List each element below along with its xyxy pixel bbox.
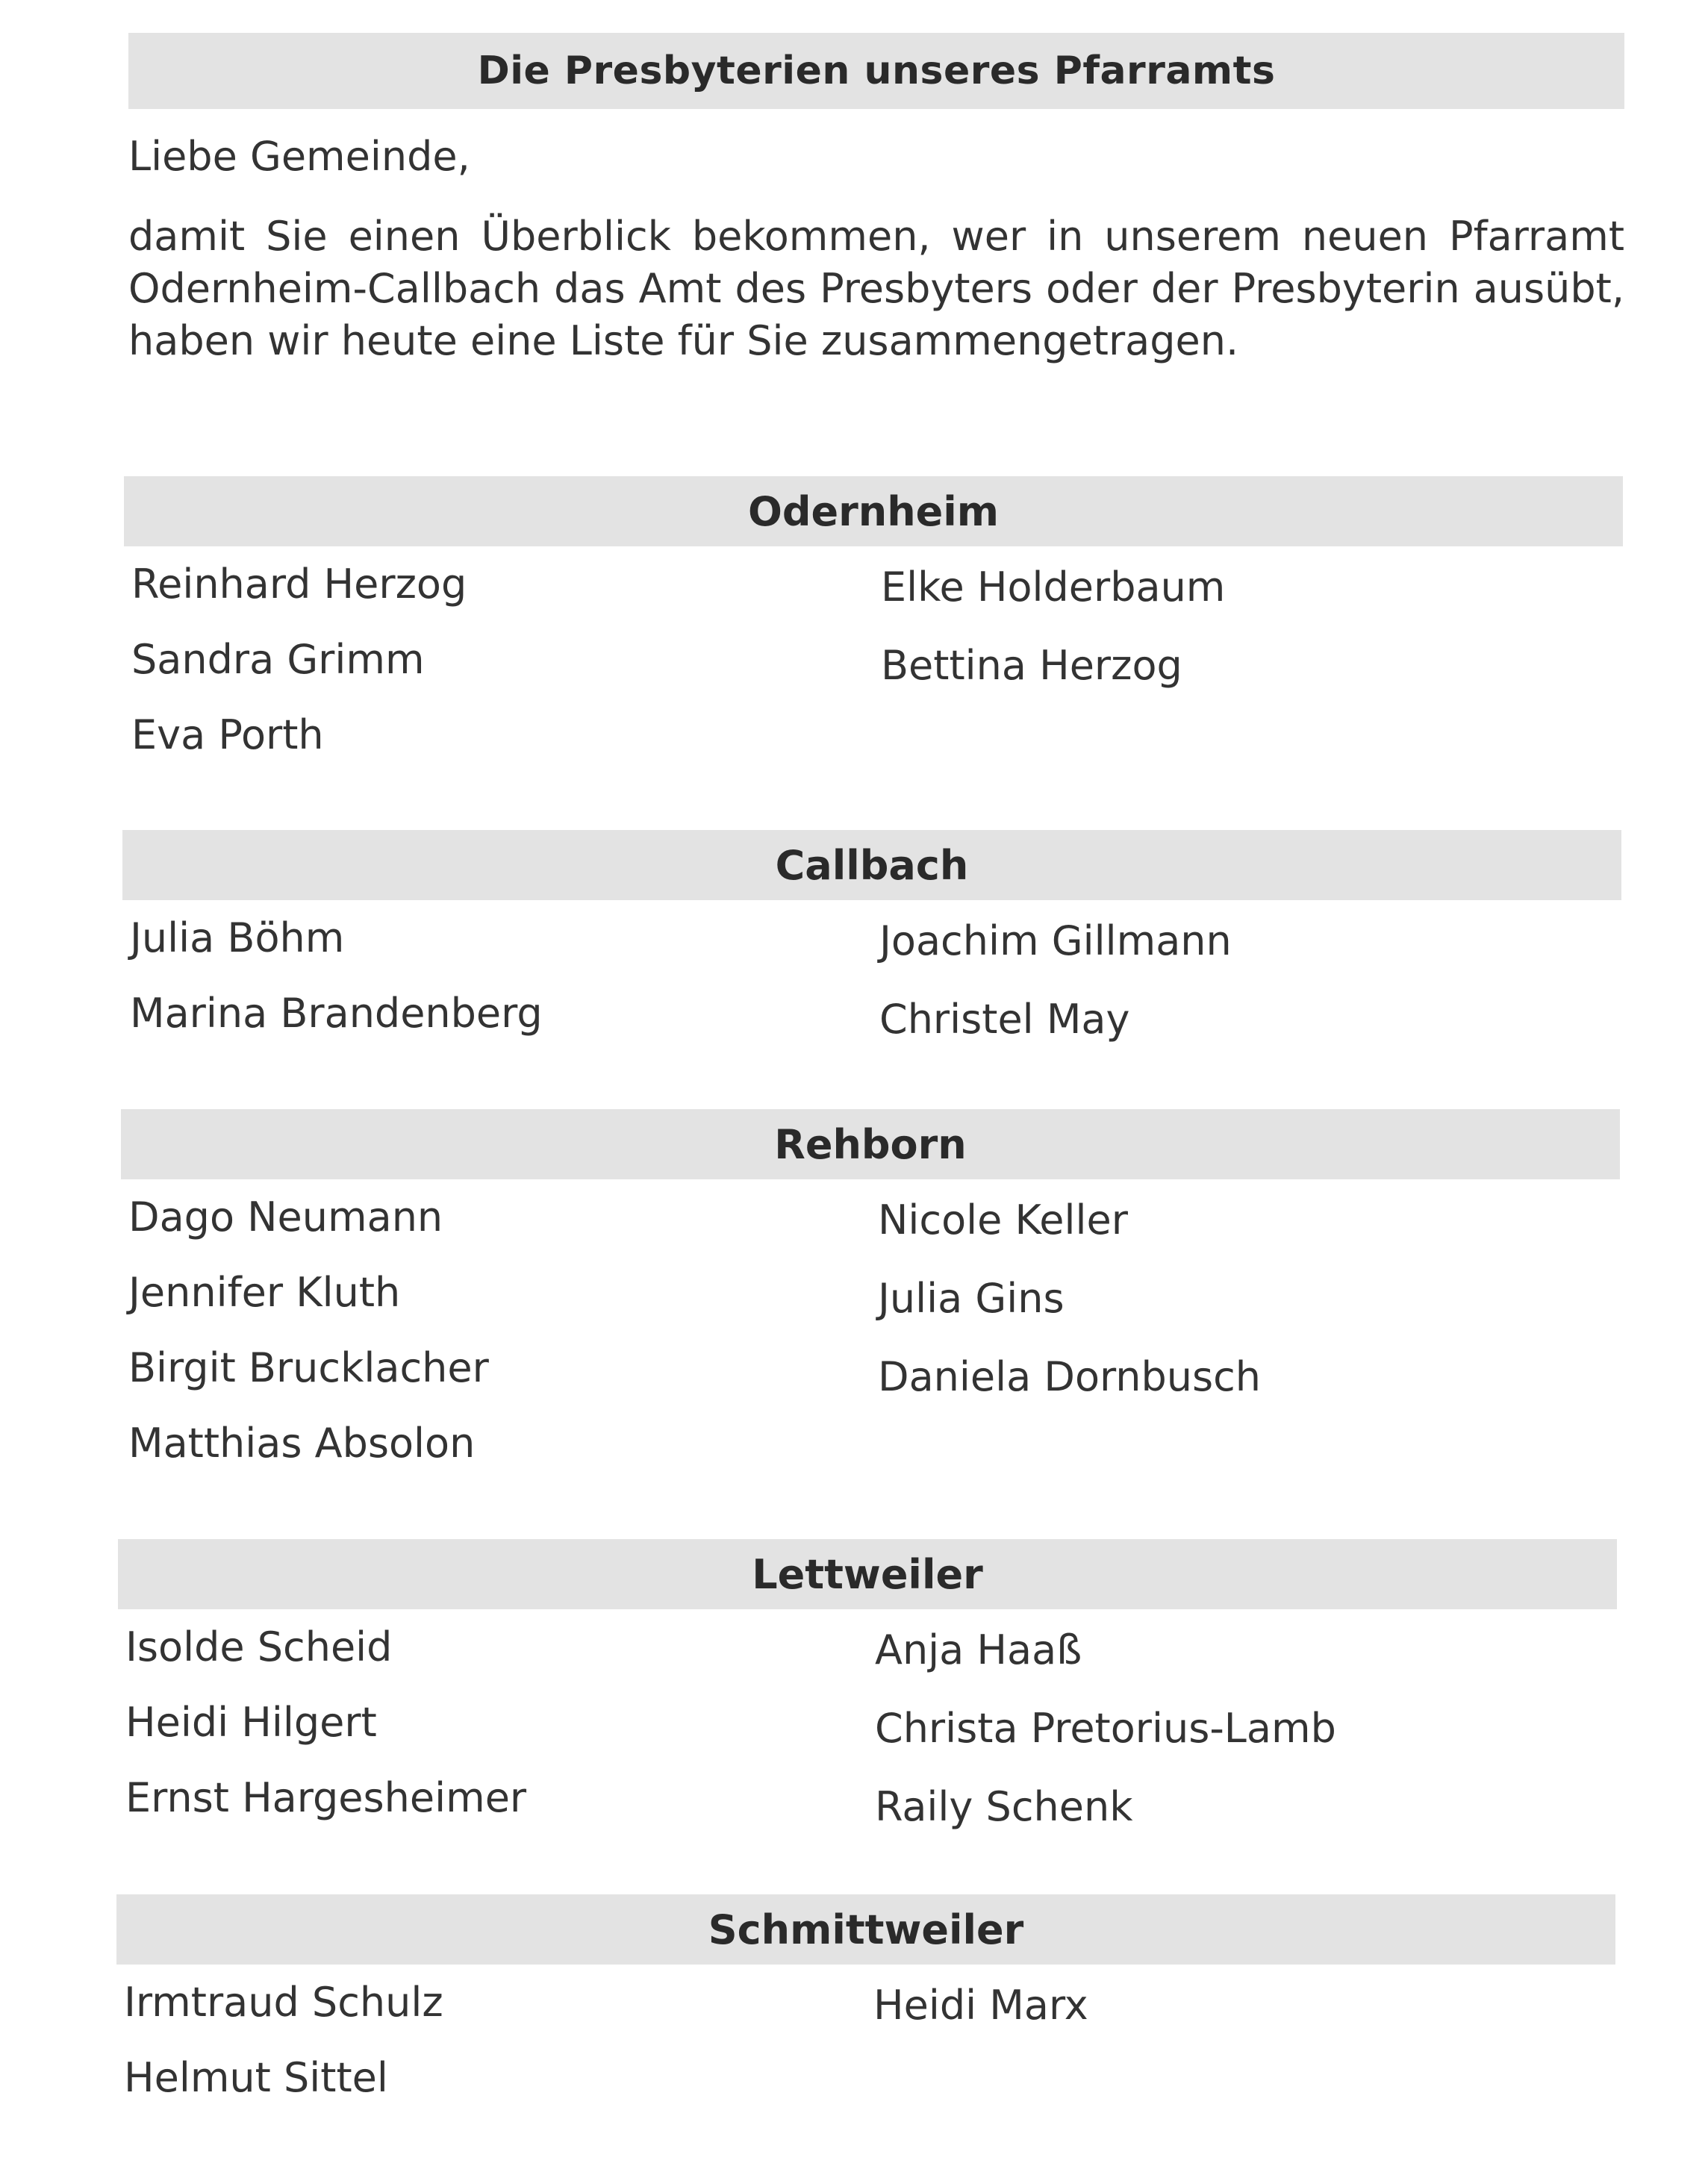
presbyter-name: Heidi Hilgert [125,1699,377,1746]
section-header-callbach [122,830,1621,900]
section-names-callbach [122,900,1621,1057]
section-header-schmittweiler [116,1894,1615,1965]
presbyter-name: Eva Porth [131,711,324,758]
presbyter-name: Heidi Marx [873,1982,1088,2029]
presbyter-name: Raily Schenk [875,1783,1133,1830]
names-left-column [121,1179,870,1481]
names-left-column [118,1609,867,1844]
names-right-column [872,900,1621,1057]
presbyter-name: Helmut Sittel [124,2054,388,2101]
presbyter-name: Reinhard Herzog [131,561,467,608]
presbyter-name: Irmtraud Schulz [124,1979,443,2026]
section-header-odernheim [124,476,1623,546]
names-left-column [122,900,872,1057]
section-names-lettweiler [118,1609,1617,1844]
presbyter-name: Julia Gins [878,1275,1065,1322]
presbyter-name: Christel May [879,996,1130,1043]
presbyter-name: Nicole Keller [878,1196,1128,1244]
presbyter-name: Bettina Herzog [881,642,1182,689]
names-left-column [116,1965,866,2115]
section-heading: Schmittweiler [708,1906,1024,1953]
section-heading: Rehborn [774,1120,967,1168]
names-right-column [867,1609,1617,1844]
presbyter-name: Daniela Dornbusch [878,1353,1262,1400]
section-heading: Odernheim [747,487,1000,535]
section-names-rehborn [121,1179,1620,1481]
section-header-rehborn [121,1109,1620,1179]
presbyter-name: Christa Pretorius-Lamb [875,1705,1336,1752]
presbyter-name: Anja Haaß [875,1626,1082,1673]
presbyter-name: Marina Brandenberg [130,990,543,1037]
presbyter-name: Birgit Brucklacher [128,1344,489,1391]
presbyter-name: Jennifer Kluth [128,1269,401,1316]
presbyter-name: Dago Neumann [128,1194,443,1241]
page-title: Die Presbyterien unseres Pfarramts [477,49,1276,93]
presbyter-name: Elke Holderbaum [881,564,1226,611]
presbyter-name: Isolde Scheid [125,1623,393,1670]
salutation: Liebe Gemeinde, [128,133,470,180]
presbyter-name: Sandra Grimm [131,636,425,683]
intro-paragraph: damit Sie einen Überblick bekommen, wer in unserem neuen Pfarramt Odernheim-Callbach das Amt des Presbyters oder der Presbyterin ausübt, haben wir heute eine Liste für Sie zusammengetragen. [128,213,1624,364]
section-names-schmittweiler [116,1965,1615,2115]
presbyter-name: Joachim Gillmann [879,917,1232,964]
section-heading: Callbach [775,841,969,889]
section-heading: Lettweiler [752,1550,983,1598]
section-names-odernheim [124,546,1623,773]
names-right-column [873,546,1623,773]
section-header-lettweiler [118,1539,1617,1609]
names-right-column [870,1179,1620,1481]
presbyter-name: Ernst Hargesheimer [125,1774,527,1821]
presbyter-name: Matthias Absolon [128,1420,476,1467]
names-left-column [124,546,873,773]
names-right-column [866,1965,1615,2115]
presbyter-name: Julia Böhm [130,914,345,961]
title-bar [128,33,1624,109]
